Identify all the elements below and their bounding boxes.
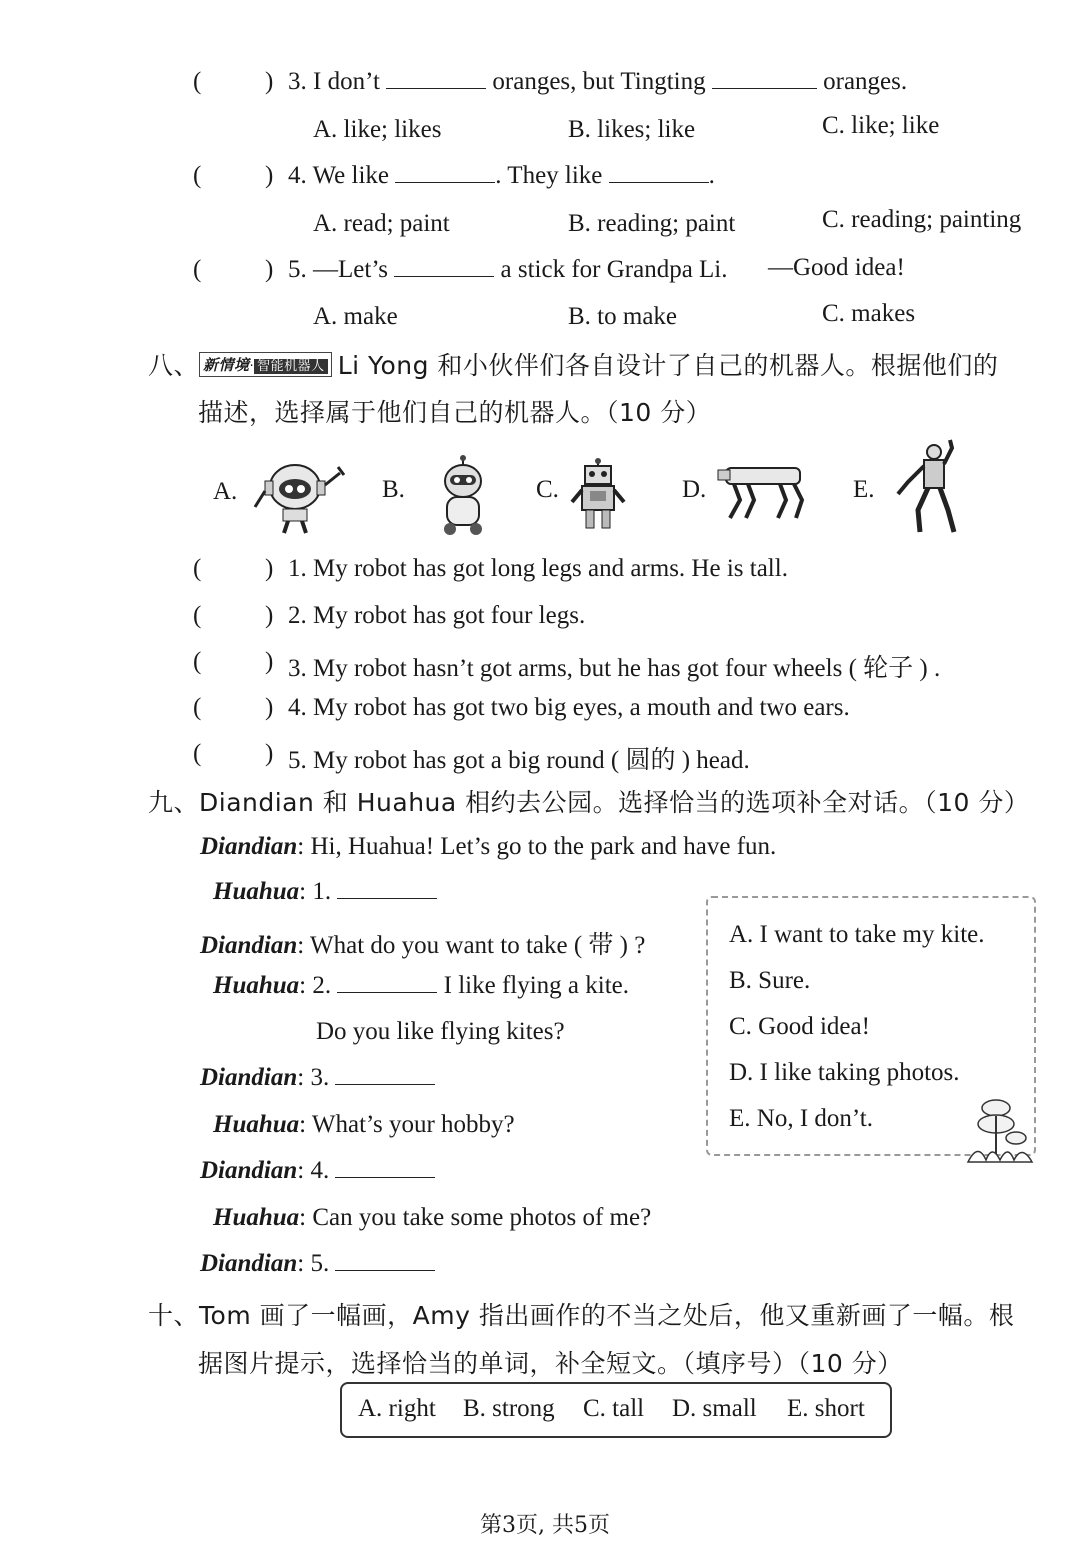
option[interactable]: B. reading; paint <box>568 210 736 237</box>
blank[interactable] <box>335 1157 435 1178</box>
answer-paren[interactable]: ( <box>193 740 202 767</box>
word-option[interactable]: D. small <box>672 1395 757 1422</box>
word-option[interactable]: A. right <box>358 1395 436 1422</box>
robot-b-image <box>438 455 488 537</box>
dialogue-option[interactable]: A. I want to take my kite. <box>729 921 985 948</box>
dialogue-option[interactable]: B. Sure. <box>729 967 811 994</box>
answer-paren[interactable]: ( <box>193 68 202 95</box>
dialogue-option[interactable]: D. I like taking photos. <box>729 1059 960 1086</box>
dialogue-option[interactable]: C. Good idea! <box>729 1013 870 1040</box>
answer-paren[interactable]: ( <box>193 648 202 675</box>
blank[interactable] <box>337 878 437 899</box>
blank[interactable] <box>335 1064 435 1085</box>
robot-d-image <box>716 462 812 524</box>
option[interactable]: A. read; paint <box>313 210 450 237</box>
answer-paren[interactable]: ( <box>193 602 202 629</box>
blank[interactable] <box>335 1250 435 1271</box>
word-option[interactable]: B. strong <box>463 1395 555 1422</box>
robot-a-image <box>250 455 350 535</box>
answer-paren[interactable]: ( <box>193 694 202 721</box>
option[interactable]: C. makes <box>822 300 916 327</box>
section10-title-line1: 十、Tom 画了一幅画，Amy 指出画作的不当之处后，他又重新画了一幅。根 <box>148 1301 1015 1330</box>
option[interactable]: B. to make <box>568 303 678 330</box>
robot-e-image <box>894 438 964 536</box>
blank[interactable] <box>609 162 709 183</box>
option[interactable]: A. make <box>313 303 398 330</box>
answer-paren[interactable]: ( <box>193 256 202 283</box>
option[interactable]: B. likes; like <box>568 116 696 143</box>
scenario-tag: 新情境· 智能机器人 <box>199 352 332 377</box>
page-number: 第3页, 共5页 <box>480 1513 610 1538</box>
dialogue-option[interactable]: E. No, I don’t. <box>729 1105 873 1132</box>
answer-paren[interactable]: ( <box>193 555 202 582</box>
blank[interactable] <box>712 68 817 89</box>
blank[interactable] <box>395 162 495 183</box>
robot-c-image <box>568 458 628 534</box>
answer-paren[interactable]: ( <box>193 162 202 189</box>
word-option[interactable]: C. tall <box>583 1395 645 1422</box>
word-option[interactable]: E. short <box>787 1395 865 1422</box>
section10-title-line2: 据图片提示，选择恰当的单词，补全短文。（填序号）（10 分） <box>198 1349 903 1378</box>
option[interactable]: A. like; likes <box>313 116 442 143</box>
flower-decoration-icon <box>962 1094 1038 1168</box>
blank[interactable] <box>386 68 486 89</box>
section9-title: 九、Diandian 和 Huahua 相约去公园。选择恰当的选项补全对话。（10 分） <box>148 788 1030 817</box>
blank[interactable] <box>394 256 494 277</box>
option[interactable]: C. like; like <box>822 112 940 139</box>
blank[interactable] <box>337 972 437 993</box>
option[interactable]: C. reading; painting <box>822 206 1022 233</box>
